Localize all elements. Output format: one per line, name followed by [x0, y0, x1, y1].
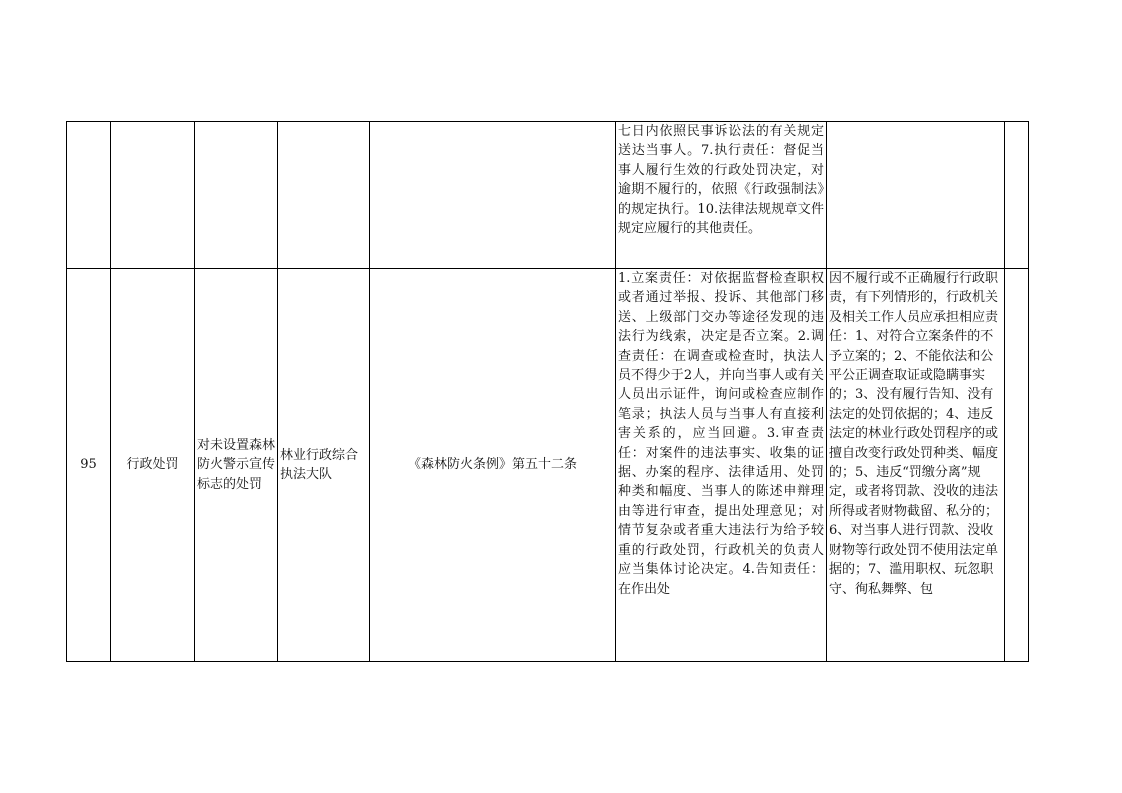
responsibility-table: [66, 121, 1029, 662]
row-department: 林业行政综合执法大队: [278, 269, 370, 662]
table-row: [67, 122, 1029, 269]
row-number: [67, 122, 111, 269]
table-row: [67, 269, 1029, 662]
row-basis: 《森林防火条例》第五十二条: [370, 269, 616, 662]
row-remarks: [1005, 122, 1029, 269]
row-remarks: [1005, 269, 1029, 662]
row-number: 95: [67, 269, 111, 662]
row-category: 行政处罚: [111, 269, 195, 662]
row-item-name: 对未设置森林防火警示宣传标志的处罚: [195, 269, 278, 662]
row-item-name: [195, 122, 278, 269]
row-responsibility: 七日内依照民事诉讼法的有关规定送达当事人。7.执行责任：督促当事人履行生效的行政处罚决定，对逾期不履行的，依照《行政强制法》的规定执行。10.法律法规规章文件规定应履行的其他责任。: [616, 122, 827, 269]
row-accountability: [827, 122, 1005, 269]
row-category: [111, 122, 195, 269]
row-responsibility: 1.立案责任：对依据监督检查职权或者通过举报、投诉、其他部门移送、上级部门交办等途径发现的违法行为线索，决定是否立案。2.调查责任：在调查或检查时，执法人员不得少于2人，并向当事人或有关人员出示证件，询问或检查应制作笔录；执法人员与当事人有直接利害关系的，应当回避。3.审查责任：对案件的违法事实、收集的证据、办案的程序、法律适用、处罚种类和幅度、当事人的陈述申辩理由等进行审查，提出处理意见；对情节复杂或者重大违法行为给予较重的行政处罚，行政机关的负责人应当集体讨论决定。4.告知责任：在作出处: [616, 269, 827, 662]
row-department: [278, 122, 370, 269]
row-accountability: 因不履行或不正确履行行政职责，有下列情形的，行政机关及相关工作人员应承担相应责任：1、对符合立案条件的不予立案的；2、不能依法和公平公正调查取证或隐瞒事实的；3、没有履行告知、没有法定的处罚依据的；4、违反法定的林业行政处罚程序的或擅自改变行政处罚种类、幅度的；5、违反“罚缴分离”规定，或者将罚款、没收的违法所得或者财物截留、私分的；6、对当事人进行罚款、没收财物等行政处罚不使用法定单据的；7、滥用职权、玩忽职守、徇私舞弊、包: [827, 269, 1005, 662]
row-basis: [370, 122, 616, 269]
